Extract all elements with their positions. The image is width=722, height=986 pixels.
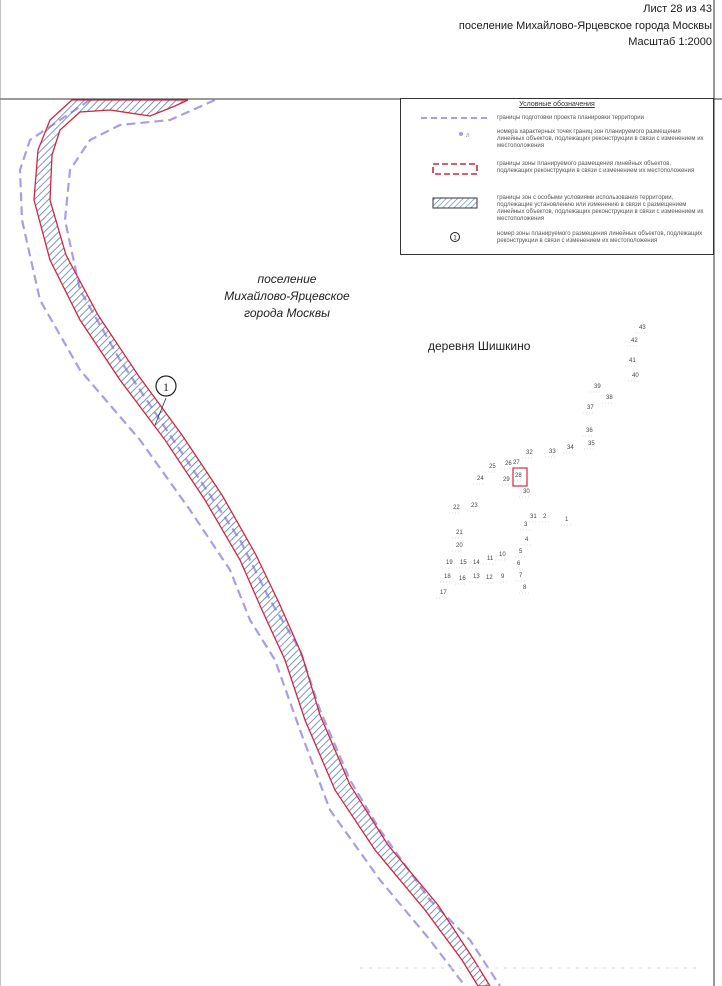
point-label-33: 33 [549, 449, 556, 455]
point-23 [467, 503, 478, 511]
point-label-8: 8 [523, 585, 527, 591]
point-11 [483, 556, 494, 564]
settlement-label-line-1: поселение [257, 272, 317, 286]
point-26 [501, 461, 512, 469]
settlement-label [224, 272, 350, 320]
legend-box: Условные обозначения границы подготовки проекта планировки территории л номера характерных точек границ зон планируемого размещения линейных объектов, подлежащих реконструкции в связи с изменением их местоположения границы зоны планируемого размещения линейных объектов, подлежащих реконструкции в связи с изменением их местоположения границы зон с особыми условиями использования территории, подлежащие установлению или изменению в связи с размещением линейных объектов, подлежащих реконструкции в связи с изменением их местоположения 1 номер зоны планируемого размещения линейных объектов, подлежащих реконструкции в связи с изменением их местоположения [400, 98, 714, 255]
point-label-35: 35 [588, 441, 595, 447]
point-label-34: 34 [567, 445, 574, 451]
hatched-rectangle-icon [421, 195, 491, 211]
point-9 [497, 574, 507, 582]
point-3 [520, 522, 530, 530]
point-36 [582, 428, 593, 436]
red-dashed-rectangle-icon [421, 161, 491, 177]
settlement-title: поселение Михайлово-Ярцевское города Москвы [458, 20, 712, 32]
point-label-4: 4 [525, 537, 529, 543]
point-label-18: 18 [444, 574, 451, 580]
point-18 [440, 574, 451, 582]
point-12 [482, 575, 493, 583]
point-label-24: 24 [477, 476, 484, 482]
point-31 [526, 514, 537, 522]
point-15 [456, 560, 467, 568]
zone-number-circle-icon [421, 231, 491, 243]
point-4 [521, 537, 531, 545]
svg-text:1: 1 [453, 235, 457, 242]
point-1 [561, 517, 571, 525]
point-label-36: 36 [586, 428, 593, 434]
point-16 [455, 576, 466, 584]
point-numbers [436, 325, 646, 598]
point-8 [519, 585, 529, 593]
point-32 [522, 450, 533, 458]
point-label-15: 15 [460, 560, 467, 566]
point-42 [627, 338, 638, 346]
point-37 [583, 405, 594, 413]
point-label-38: 38 [606, 395, 613, 401]
point-label-19: 19 [446, 560, 453, 566]
zone-number: 1 [163, 380, 169, 394]
point-label-16: 16 [459, 576, 466, 582]
point-13 [469, 574, 480, 582]
point-label-42: 42 [631, 338, 638, 344]
point-label-13: 13 [473, 574, 480, 580]
point-label-26: 26 [505, 461, 512, 467]
point-label-11: 11 [487, 556, 494, 562]
point-41 [625, 358, 636, 366]
point-label-41: 41 [629, 358, 636, 364]
point-34 [563, 445, 574, 453]
point-5 [515, 549, 525, 557]
point-29 [499, 477, 510, 485]
village-label: деревня Шишкино [428, 339, 531, 353]
point-10 [495, 552, 506, 560]
point-38 [602, 395, 613, 403]
point-label-28: 28 [515, 473, 522, 479]
point-22 [449, 505, 460, 513]
point-label-27: 27 [513, 460, 520, 466]
point-43 [635, 325, 646, 333]
point-label-29: 29 [503, 477, 510, 483]
svg-text:л: л [466, 133, 470, 139]
point-6 [513, 561, 523, 569]
legend-title: Условные обозначения [519, 101, 595, 108]
settlement-label-line-3: города Москвы [244, 306, 330, 320]
point-number-marker-icon [421, 129, 491, 139]
point-label-17: 17 [440, 590, 447, 596]
point-label-31: 31 [530, 514, 537, 520]
point-label-32: 32 [526, 450, 533, 456]
point-17 [436, 590, 447, 598]
purple-dashed-line-icon [421, 115, 491, 121]
point-label-22: 22 [453, 505, 460, 511]
point-label-12: 12 [486, 575, 493, 581]
point-label-5: 5 [519, 549, 523, 555]
point-24 [473, 476, 484, 484]
point-label-10: 10 [499, 552, 506, 558]
scale-label: Масштаб 1:2000 [628, 36, 712, 48]
point-label-39: 39 [594, 384, 601, 390]
point-7 [515, 573, 525, 581]
point-label-14: 14 [473, 560, 480, 566]
point-35 [584, 441, 595, 449]
point-label-37: 37 [587, 405, 594, 411]
point-label-21: 21 [456, 530, 463, 536]
point-label-30: 30 [523, 489, 530, 495]
point-25 [485, 464, 496, 472]
point-40 [628, 373, 639, 381]
point-2 [539, 514, 549, 522]
point-20 [452, 543, 463, 551]
point-label-1: 1 [565, 517, 569, 523]
point-label-25: 25 [489, 464, 496, 470]
sheet-number: Лист 28 из 43 [643, 3, 712, 15]
point-label-40: 40 [632, 373, 639, 379]
point-21 [452, 530, 463, 538]
point-label-3: 3 [524, 522, 528, 528]
point-39 [590, 384, 601, 392]
point-19 [442, 560, 453, 568]
point-label-6: 6 [517, 561, 521, 567]
point-label-7: 7 [519, 573, 523, 579]
point-label-9: 9 [501, 574, 505, 580]
point-14 [469, 560, 480, 568]
settlement-label-line-2: Михайлово-Ярцевское [224, 289, 350, 303]
point-label-43: 43 [639, 325, 646, 331]
point-label-23: 23 [471, 503, 478, 509]
point-label-2: 2 [543, 514, 547, 520]
point-33 [545, 449, 556, 457]
point-30 [519, 489, 530, 497]
point-label-20: 20 [456, 543, 463, 549]
